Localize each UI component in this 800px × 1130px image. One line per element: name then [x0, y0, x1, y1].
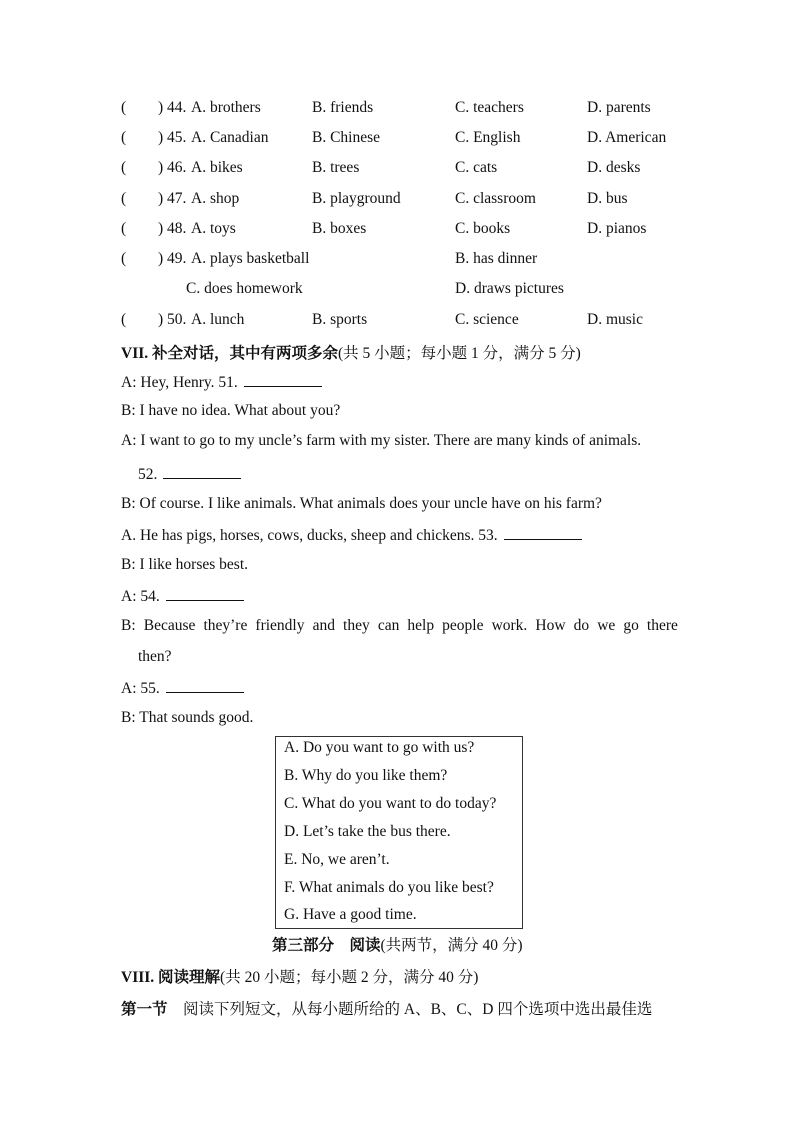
dialogue-line-2: B: I have no idea. What about you? — [121, 402, 341, 419]
word: Because — [143, 617, 196, 634]
option-b: B. has dinner — [455, 250, 538, 267]
word: help — [407, 617, 435, 634]
answer-blank-54[interactable] — [166, 586, 244, 601]
dialogue-line-6 — [121, 525, 582, 545]
option-c: C. books — [455, 220, 511, 237]
option-item-e: E. No, we aren’t. — [284, 851, 390, 868]
word: B: — [121, 617, 136, 634]
word: How — [535, 617, 566, 634]
dialogue-line-11 — [121, 678, 244, 698]
dialogue-line-9 — [121, 617, 678, 635]
answer-blank-51[interactable] — [244, 372, 322, 387]
option-item-c: C. What do you want to do today? — [284, 795, 497, 812]
question-paren: ( — [121, 129, 127, 146]
part-3-title: 第三部分 阅读 — [272, 937, 381, 954]
option-a: A. lunch — [191, 311, 245, 328]
dialogue-text: 52. — [138, 466, 158, 483]
dialogue-line-7: B: I like horses best. — [121, 556, 248, 573]
question-paren: ( — [121, 99, 127, 116]
option-c: C. teachers — [455, 99, 524, 116]
option-c: C. English — [455, 129, 521, 146]
answer-blank-55[interactable] — [166, 678, 244, 693]
dialogue-text: A: Hey, Henry. 51. — [121, 374, 238, 391]
word: we — [597, 617, 616, 634]
dialogue-text: A: 55. — [121, 680, 160, 697]
word: friendly — [255, 617, 305, 634]
word: they — [343, 617, 370, 634]
answer-blank-52[interactable] — [163, 464, 241, 479]
option-item-g: G. Have a good time. — [284, 906, 417, 923]
part-3-scoring: (共两节，满分 40 分) — [380, 937, 523, 954]
dialogue-text: A. He has pigs, horses, cows, ducks, sheep and chickens. 53. — [121, 527, 498, 544]
option-a: A. bikes — [191, 159, 243, 176]
dialogue-line-12: B: That sounds good. — [121, 709, 254, 726]
option-b: B. friends — [312, 99, 374, 116]
section-7-heading — [121, 341, 581, 363]
option-b: B. playground — [312, 190, 401, 207]
option-item-a: A. Do you want to go with us? — [284, 739, 475, 756]
section-8-heading — [121, 965, 478, 987]
option-d: D. American — [587, 129, 667, 146]
question-number: ) 45. — [158, 129, 187, 146]
section-8-scoring: (共 20 小题；每小题 2 分，满分 40 分) — [220, 969, 479, 986]
question-number: ) 48. — [158, 220, 187, 237]
option-a: A. Canadian — [191, 129, 269, 146]
option-d: D. pianos — [587, 220, 647, 237]
option-d: D. music — [587, 311, 643, 328]
dialogue-line-5: B: Of course. I like animals. What animals does your uncle have on his farm? — [121, 495, 602, 512]
answer-blank-53[interactable] — [504, 525, 582, 540]
word: go — [623, 617, 639, 634]
option-a: A. brothers — [191, 99, 261, 116]
question-paren: ( — [121, 220, 127, 237]
word: people — [442, 617, 484, 634]
word: work. — [491, 617, 528, 634]
word: do — [573, 617, 590, 634]
question-paren: ( — [121, 250, 127, 267]
word: there — [646, 617, 678, 634]
question-number: ) 47. — [158, 190, 187, 207]
dialogue-line-4 — [138, 464, 241, 484]
question-number: ) 44. — [158, 99, 187, 116]
option-a: A. shop — [191, 190, 240, 207]
option-b: B. sports — [312, 311, 368, 328]
option-d: D. desks — [587, 159, 641, 176]
option-a: A. toys — [191, 220, 236, 237]
option-b: B. trees — [312, 159, 360, 176]
subsection-1-title: 第一节 — [121, 1001, 168, 1018]
dialogue-line-3: A: I want to go to my uncle’s farm with my sister. There are many kinds of animals. — [121, 432, 642, 449]
option-c: C. does homework — [186, 280, 303, 297]
question-paren: ( — [121, 190, 127, 207]
option-a: A. plays basketball — [191, 250, 310, 267]
subsection-1-instructions: 阅读下列短文，从每小题所给的 A、B、C、D 四个选项中选出最佳选 — [167, 1001, 653, 1018]
word: can — [377, 617, 400, 634]
section-7-title: VII. 补全对话，其中有两项多余 — [121, 345, 339, 362]
question-paren: ( — [121, 159, 127, 176]
section-7-scoring: (共 5 小题；每小题 1 分，满分 5 分) — [338, 345, 581, 362]
question-number: ) 46. — [158, 159, 187, 176]
option-b: B. Chinese — [312, 129, 381, 146]
dialogue-line-8 — [121, 586, 244, 606]
option-item-b: B. Why do you like them? — [284, 767, 448, 784]
subsection-1-heading — [121, 997, 652, 1019]
option-d: D. draws pictures — [455, 280, 564, 297]
part-3-heading — [272, 933, 523, 955]
option-d: D. bus — [587, 190, 628, 207]
option-item-f: F. What animals do you like best? — [284, 879, 494, 896]
options-box — [275, 736, 523, 929]
dialogue-line-1 — [121, 372, 322, 392]
question-number: ) 50. — [158, 311, 187, 328]
option-c: C. classroom — [455, 190, 536, 207]
question-number: ) 49. — [158, 250, 187, 267]
section-8-title: VIII. 阅读理解 — [121, 969, 221, 986]
dialogue-text: A: 54. — [121, 588, 160, 605]
option-b: B. boxes — [312, 220, 367, 237]
option-d: D. parents — [587, 99, 651, 116]
word: and — [312, 617, 335, 634]
option-c: C. cats — [455, 159, 498, 176]
word: they’re — [203, 617, 248, 634]
option-c: C. science — [455, 311, 519, 328]
option-item-d: D. Let’s take the bus there. — [284, 823, 451, 840]
dialogue-line-10: then? — [138, 648, 172, 665]
question-paren: ( — [121, 311, 127, 328]
